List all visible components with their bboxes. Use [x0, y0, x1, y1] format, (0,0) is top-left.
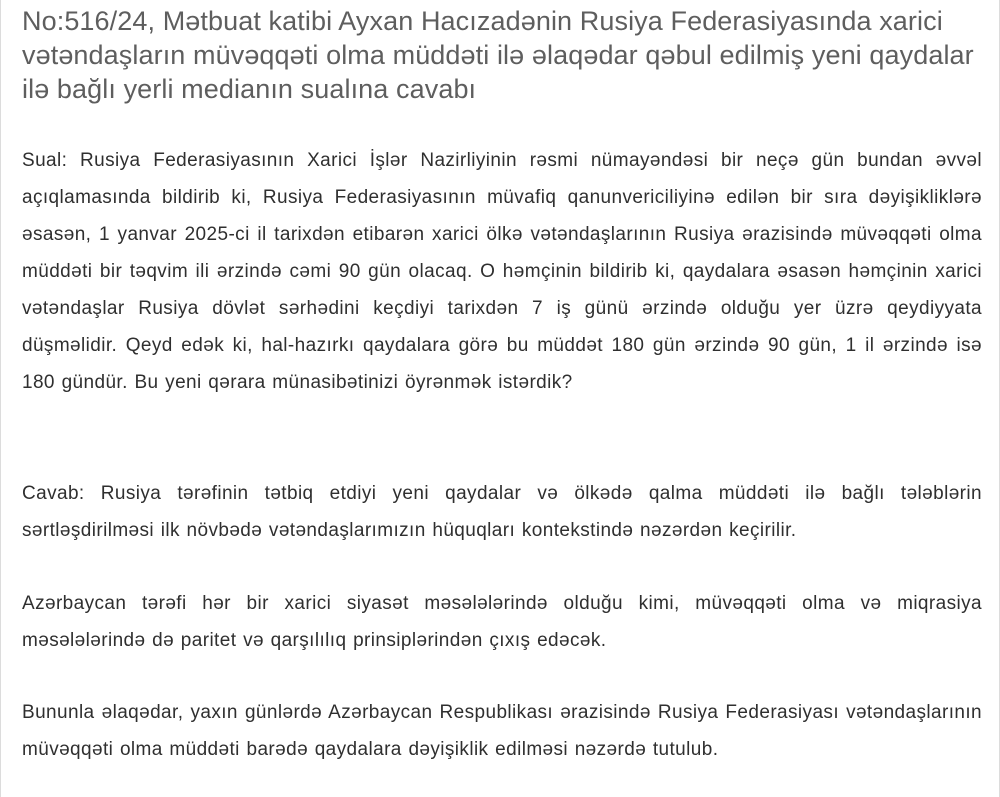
conclusion-paragraph: Bununla əlaqədar, yaxın günlərdə Azərbaycan Respublikası ərazisində Rusiya Federasiyası vətəndaşlarının müvəqqəti olma müddəti barədə qaydalara dəyişiklik edilməsi nəzərdə tutulub.: [22, 702, 982, 760]
principles-paragraph: Azərbaycan tərəfi hər bir xarici siyasət məsələlərində olduğu kimi, müvəqqəti olma və miqrasiya məsələlərində də paritet və qarşılılıq prinsiplərindən çıxış edəcək.: [22, 593, 982, 651]
article-title: No:516/24, Mətbuat katibi Ayxan Hacızadənin Rusiya Federasiyasında xarici vətəndaşların müvəqqəti olma müddəti ilə əlaqədar qəbul edilmiş yeni qaydalar ilə bağlı yerli medianın sualına cavabı: [22, 6, 974, 104]
answer-paragraph: Cavab: Rusiya tərəfinin tətbiq etdiyi yeni qaydalar və ölkədə qalma müddəti ilə bağlı tələblərin sərtləşdirilməsi ilk növbədə vətəndaşlarımızın hüquqları kontekstində nəzərdən keçirilir.: [22, 483, 982, 541]
question-paragraph: Sual: Rusiya Federasiyasının Xarici İşlər Nazirliyinin rəsmi nümayəndəsi bir neçə gün bundan əvvəl açıqlamasında bildirib ki, Rusiya Federasiyasının müvafiq qanunvericiliyinə edilən bir sıra dəyişikliklərə əsasən, 1 yanvar 2025-ci il tarixdən etibarən xarici ölkə vətəndaşlarının Rusiya ərazisində müvəqqəti olma müddəti bir təqvim ili ərzində cəmi 90 gün olacaq. O həmçinin bildirib ki, qaydalara əsasən həmçinin xarici vətəndaşlar Rusiya dövlət sərhədini keçdiyi tarixdən 7 iş günü ərzində olduğu yer üzrə qeydiyyata düşməlidir. Qeyd edək ki, hal-hazırkı qaydalara görə bu müddət 180 gün ərzində 90 gün, 1 il ərzində isə 180 gündür. Bu yeni qərara münasibətinizi öyrənmək istərdik?: [22, 150, 982, 393]
